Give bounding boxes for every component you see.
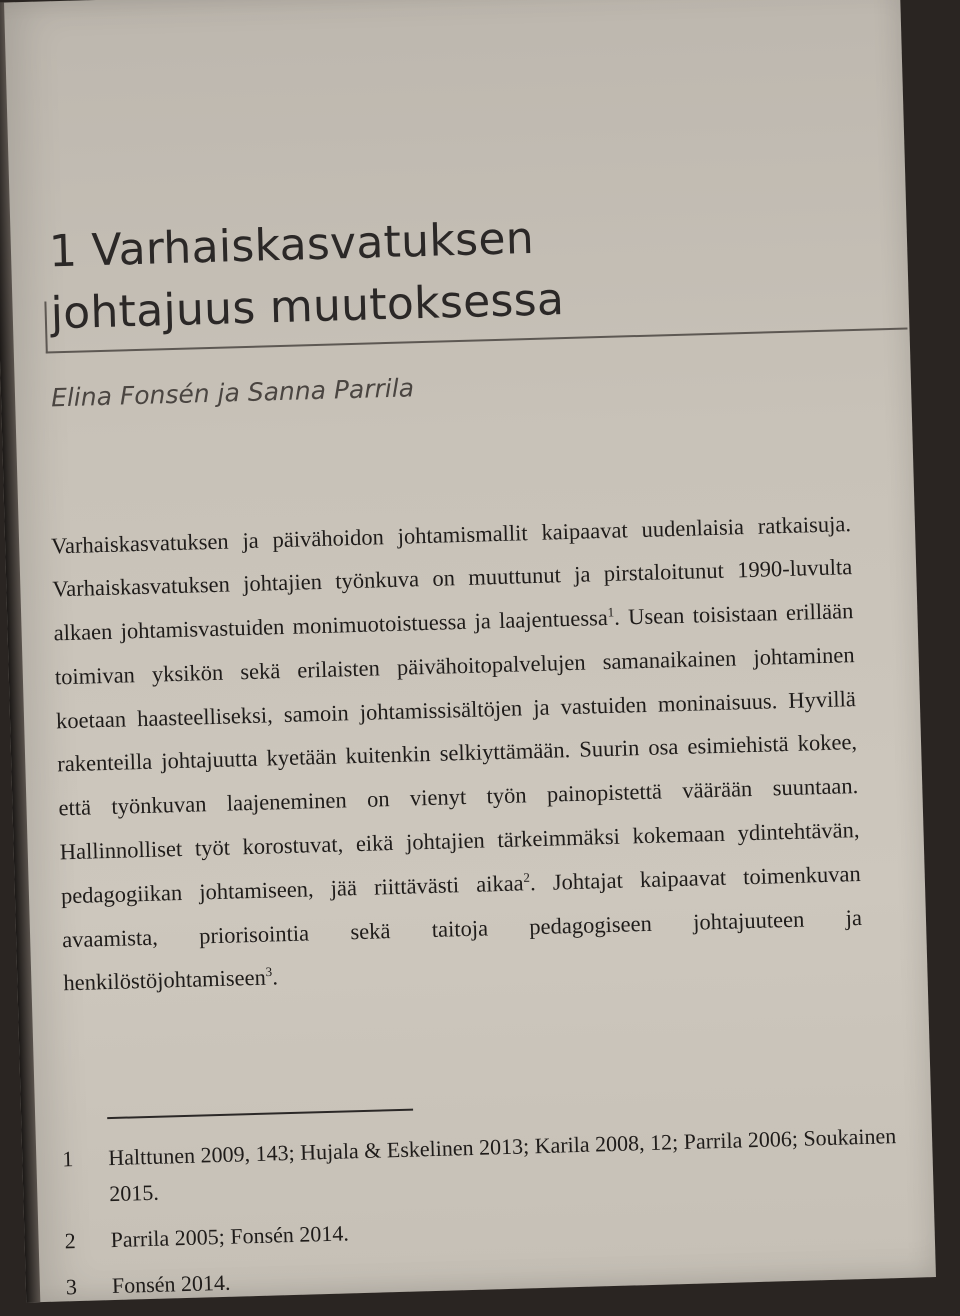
footnote-number: 3	[65, 1274, 78, 1300]
footnote-number: 1	[61, 1146, 74, 1172]
footnote-separator	[107, 1109, 413, 1120]
book-spine	[0, 3, 40, 1303]
chapter-title-line2: johtajuus muutoksessa	[50, 274, 565, 340]
chapter-authors: Elina Fonsén ja Sanna Parrila	[50, 373, 415, 413]
title-rule-tick	[44, 302, 47, 354]
footnote-text: Halttunen 2009, 143; Hujala & Eskelinen 2013; Karila 2008, 12; Parrila 2006; Soukainen 2015.	[107, 1123, 897, 1207]
chapter-title	[48, 202, 751, 345]
body-text-part3: . Johtajat kaipaavat toimenkuvan avaamista, priorisointia sekä taitoja pedagogiseen johtajuuteen ja henkilöstöjohtamiseen	[61, 860, 863, 996]
body-paragraph	[51, 502, 864, 1006]
body-text-part2: . Usean toisistaan erillään toimivan yksikön sekä erilaisten päivähoitopalvelujen samanaikainen johtaminen koetaan haasteelliseksi, samoin johtamissisältöjen ja vastuiden moninaisuus. Hyvillä rakenteilla johtajuutta kyetään kuitenkin selkiyttämään. Suurin osa esimiehistä kokee, että työnkuvan laajeneminen on vienyt työn painopistettä väärään suuntaan. Hallinnolliset työt korostuvat, eikä johtajien tärkeimmäksi kokemaan ydintehtävän, pedagogiikan johtamiseen, jää riittävästi aikaa	[54, 598, 860, 909]
footnote-text: Parrila 2005; Fonsén 2014.	[110, 1220, 350, 1253]
footnote-ref-1: 1	[607, 604, 615, 620]
footnote-ref-2: 2	[523, 869, 531, 885]
body-text-part1: Varhaiskasvatuksen ja päivähoidon johtamismallit kaipaavat uudenlaisia ratkaisuja. Varhaiskasvatuksen johtajien työnkuva on muuttunut ja pirstaloitunut 1990-luvulta alkaen johtamisvastuiden monimuotoistuessa ja laajentuessa	[50, 510, 853, 646]
footnotes	[62, 1118, 907, 1315]
footnote-text: Fonsén 2014.	[111, 1269, 231, 1299]
chapter-title-line1: 1 Varhaiskasvatuksen	[48, 212, 535, 278]
body-text-part4: .	[271, 964, 279, 990]
footnote-item	[62, 1118, 904, 1213]
footnote-number: 2	[64, 1228, 76, 1254]
footnote-ref-3: 3	[265, 964, 273, 980]
